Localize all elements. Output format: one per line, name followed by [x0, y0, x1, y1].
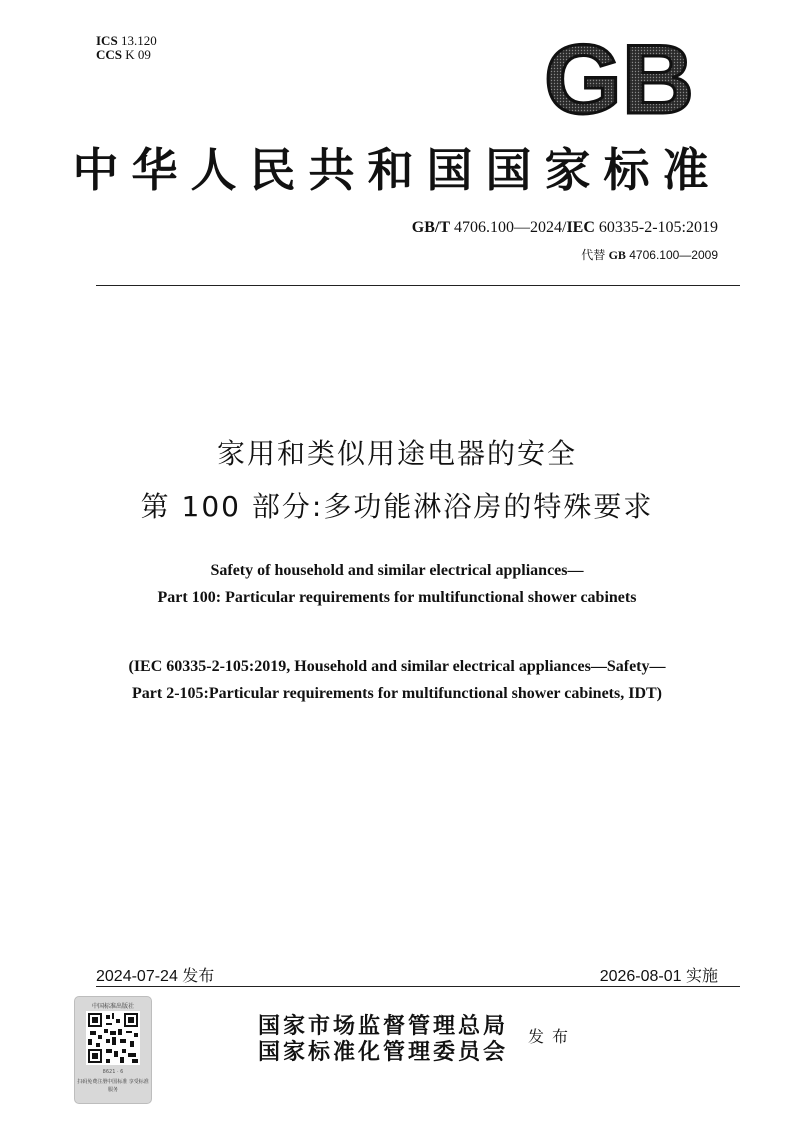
qr-serial: 8621 · 6	[102, 1069, 124, 1075]
issue-date-value: 2024-07-24	[96, 968, 178, 985]
iec-number: 60335-2-105:2019	[598, 219, 718, 236]
qr-label	[74, 996, 152, 1104]
qr-note: 扫码免费注册中国标准 享受标准服务	[77, 1079, 149, 1093]
implementation-date	[600, 963, 718, 986]
classification-codes	[96, 34, 157, 62]
iec-reference-line1: (IEC 60335-2-105:2019, Household and similar electrical appliances—Safety—	[128, 658, 666, 675]
replaces-prefix: GB	[608, 248, 626, 262]
issue-date-label: 发布	[182, 968, 215, 985]
ccs-label: CCS	[96, 47, 123, 62]
qr-code-icon[interactable]	[86, 1011, 140, 1065]
header-divider	[96, 285, 740, 286]
ics-label: ICS	[96, 33, 118, 48]
standard-prefix: GB/T	[411, 219, 450, 236]
qr-label-top: 中国标准出版社	[91, 1003, 134, 1010]
chinese-title-line2: 第 100 部分:多功能淋浴房的特殊要求	[140, 490, 654, 523]
standard-number	[412, 219, 718, 237]
ccs-value: K 09	[125, 47, 151, 62]
english-title-line1: Safety of household and similar electrical appliances—	[210, 562, 584, 579]
ics-code	[96, 34, 157, 48]
publish-label: 发布	[528, 1027, 577, 1046]
iec-reference-line2: Part 2-105:Particular requirements for multifunctional shower cabinets, IDT)	[131, 685, 663, 702]
ics-value: 13.120	[120, 33, 157, 48]
implementation-date-label: 实施	[685, 968, 718, 985]
gb-logo-text: GB	[544, 37, 694, 123]
issue-date	[96, 963, 214, 986]
implementation-date-value: 2026-08-01	[599, 968, 682, 985]
standard-number-value: 4706.100—2024/	[453, 219, 567, 236]
english-title-line2: Part 100: Particular requirements for multifunctional shower cabinets	[157, 589, 637, 606]
replaces-label: 代替	[581, 248, 606, 262]
chinese-title-line1: 家用和类似用途电器的安全	[216, 437, 577, 470]
standard-title: 中华人民共和国国家标准	[72, 143, 722, 197]
publisher-sac: 国家标准化管理委员会	[258, 1039, 509, 1065]
publisher-samr: 国家市场监督管理总局	[258, 1013, 509, 1039]
footer-divider	[96, 986, 740, 987]
gb-logo	[541, 37, 697, 123]
iec-prefix: IEC	[566, 219, 595, 236]
ccs-code	[96, 48, 157, 62]
replaces-number: 4706.100—2009	[629, 248, 718, 262]
replaces-note	[581, 246, 718, 263]
